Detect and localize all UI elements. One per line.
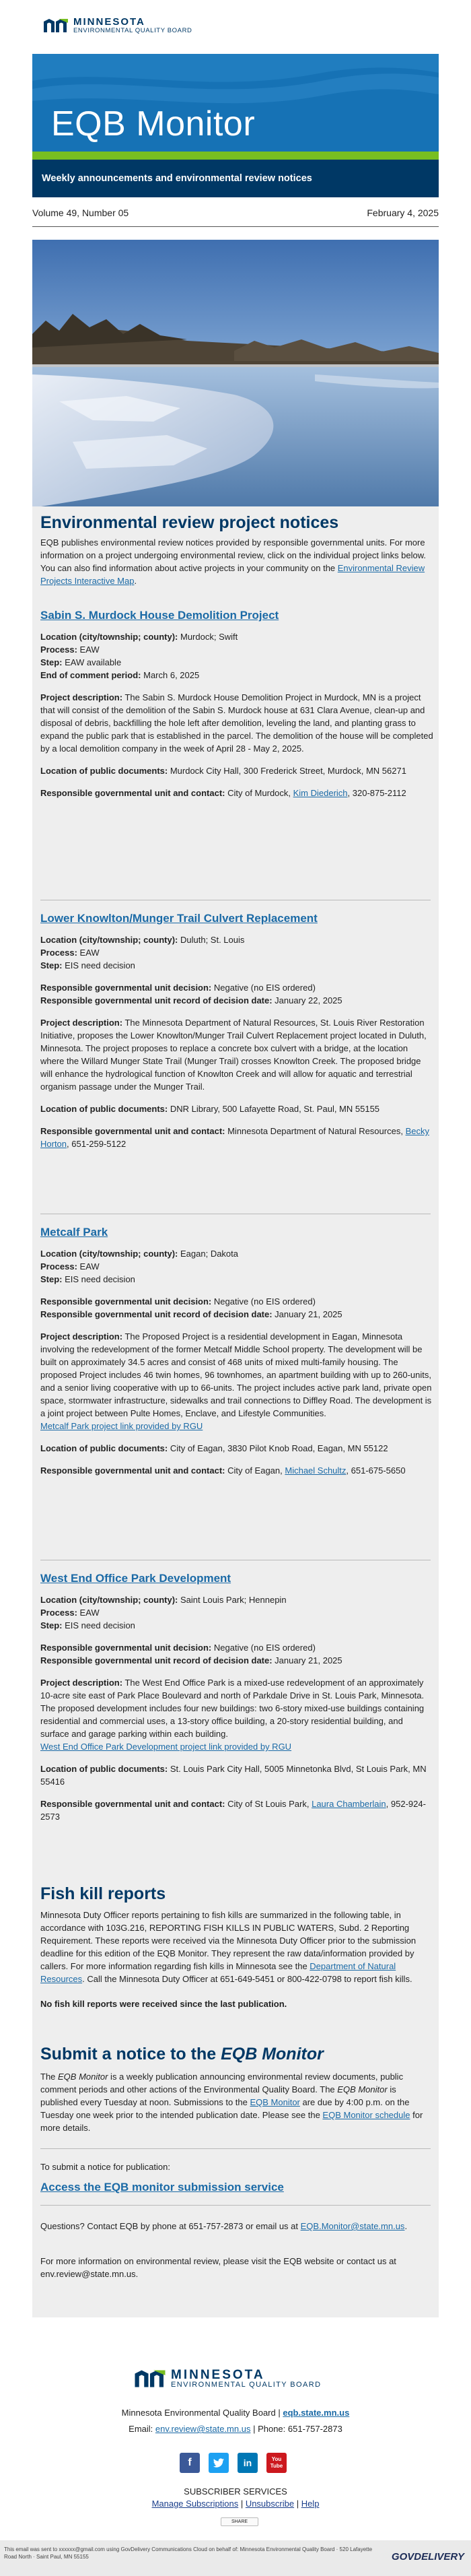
contact-link[interactable]: Michael Schultz [285, 1465, 347, 1476]
submit-divider [40, 2205, 431, 2206]
contact-link[interactable]: Becky Horton [40, 1126, 429, 1149]
field-label: Responsible governmental unit decision: [40, 1296, 212, 1307]
field-value: EIS need decision [62, 1620, 135, 1630]
field-label: Responsible governmental unit and contact: [40, 788, 225, 798]
field-value: City of Eagan, [225, 1465, 285, 1476]
field-label: Responsible governmental unit record of decision date: [40, 1309, 273, 1319]
field-label: Location (city/township; county): [40, 632, 178, 642]
field-label: Location of public documents: [40, 766, 168, 776]
field-value: Duluth; St. Louis [178, 935, 245, 945]
footer-logo[interactable] [133, 2369, 321, 2388]
questions-text [40, 2220, 433, 2233]
share-label: SHARE [231, 2519, 248, 2524]
help-link[interactable]: Help [301, 2499, 320, 2509]
manage-subscriptions-link[interactable]: Manage Subscriptions [151, 2499, 239, 2509]
field-label: Location (city/township; county): [40, 1595, 178, 1605]
field-label: Location of public documents: [40, 1443, 168, 1453]
eqb-website-link[interactable]: eqb.state.mn.us [283, 2408, 350, 2418]
field-value: EAW available [62, 657, 122, 667]
field-value: January 21, 2025 [272, 1655, 342, 1665]
field-value: , 320-875-2112 [347, 788, 406, 798]
unsubscribe-link[interactable]: Unsubscribe [245, 2499, 295, 2509]
project-title-link[interactable]: West End Office Park Development [40, 1572, 231, 1585]
field-value: Negative (no EIS ordered) [211, 1296, 316, 1307]
text: EQB Monitor [58, 2072, 108, 2082]
text: Questions? Contact EQB by phone at 651-757-2873 or email us at [40, 2221, 301, 2231]
delivery-disclaimer: This email was sent to xxxxxx@gmail.com using GovDelivery Communications Cloud on behalf of: Minnesota Environmental Quality Board · 520 Lafayette Road North · Saint Paul, MN 55155 [4, 2546, 373, 2560]
field-value: January 21, 2025 [272, 1309, 342, 1319]
field-value: Negative (no EIS ordered) [211, 1643, 316, 1653]
field-label: Responsible governmental unit decision: [40, 1643, 212, 1653]
field-value: Eagan; Dakota [178, 1249, 239, 1259]
field-value: , 651-259-5122 [67, 1139, 126, 1149]
text: EQB Monitor [337, 2084, 388, 2094]
footer-email-link[interactable]: env.review@state.mn.us [155, 2424, 251, 2434]
field-value: Minnesota Department of Natural Resources, [225, 1126, 406, 1136]
submit-heading [40, 2045, 433, 2064]
contact-link[interactable]: Laura Chamberlain [312, 1799, 386, 1809]
field-value: EAW [77, 1261, 100, 1272]
env-review-intro [40, 536, 433, 587]
text: are due by 4:00 p.m. on the Tuesday one week prior to the intended publication date. Please see the [40, 2097, 410, 2120]
share-button[interactable] [221, 2517, 258, 2526]
mn-logo-icon [133, 2369, 167, 2389]
logo-line1: MINNESOTA [73, 16, 145, 28]
field-label: Location of public documents: [40, 1764, 168, 1774]
field-label: Process: [40, 1608, 77, 1618]
field-label: Step: [40, 1274, 63, 1284]
fish-kill-heading: Fish kill reports [40, 1884, 166, 1903]
field-label: Location of public documents: [40, 1104, 168, 1114]
project-page-link[interactable]: Metcalf Park project link provided by RGU [40, 1421, 203, 1431]
delivery-footer [0, 2540, 471, 2576]
project-description: The Proposed Project is a residential development in Eagan, Minnesota involving the redevelopment of the former Metcalf Middle School property. The development will be built on approximately 34.5 acres and consist of 468 units of mixed multi-family housing. The proposed Project includes 46 twin homes, 96 townhomes, an apartment building with up to 260-units, and a senior living cooperative with up to 66-units. The project includes active park land, private open space, stormwater infrastructure, sidewalks and trail connections to Diffley Road. The development is a joint project between Pulte Homes, Enclave, and Lifestyle Communities. [40, 1331, 432, 1418]
env-review-heading: Environmental review project notices [40, 513, 339, 532]
submission-service-link[interactable]: Access the EQB monitor submission service [40, 2181, 284, 2193]
submit-divider [40, 2148, 431, 2149]
govdelivery-logo[interactable]: GOVDELIVERY [391, 2551, 464, 2563]
field-label: Project description: [40, 1678, 123, 1688]
footer-org-line [0, 2408, 471, 2418]
footer-logo-line1: MINNESOTA [171, 2368, 265, 2382]
youtube-icon[interactable]: You Tube [266, 2453, 287, 2473]
content-panel [32, 506, 439, 2317]
footer-logo-line2: ENVIRONMENTAL QUALITY BOARD [171, 2381, 322, 2389]
field-value: Murdock City Hall, 300 Frederick Street, Murdock, MN 56271 [168, 766, 406, 776]
text: The [40, 2072, 59, 2082]
banner-title: EQB Monitor [51, 104, 256, 143]
field-label: End of comment period: [40, 670, 141, 680]
intro-end: . [134, 576, 137, 586]
field-value: EIS need decision [62, 960, 135, 970]
field-label: Responsible governmental unit record of decision date: [40, 995, 273, 1005]
field-label: Project description: [40, 1331, 123, 1342]
project-description: The West End Office Park is a mixed-use redevelopment of an approximately 10-acre site east of Park Place Boulevard and north of Parkdale Drive in St. Louis Park, Minnesota. The proposed development includes four new buildings: two 6-story mixed-use buildings containing residential and commercial uses, a 13-story office building, a 20-story residential building, and surface and garage parking within each building. [40, 1678, 425, 1739]
interactive-map-link[interactable]: Environmental Review Projects Interactive Map [40, 563, 425, 586]
banner [32, 54, 439, 152]
separator: | [238, 2499, 246, 2509]
fish-text: Minnesota Duty Officer reports pertaining to fish kills are summarized in the following table, in accordance with 103G.216, REPORTING FISH KILLS IN PUBLIC WATERS, Subd. 2 Reporting Requirement. These reports were received via the Minnesota Duty Officer prior to the submission deadline for this edition of the EQB Monitor. They represent the raw data/information provided by callers. For more information regarding fish kills in Minnesota see the [40, 1910, 416, 1971]
field-value: January 22, 2025 [272, 995, 342, 1005]
field-value: City of St Louis Park, [225, 1799, 312, 1809]
field-label: Project description: [40, 692, 123, 702]
hero-photo-river [32, 240, 439, 508]
text: is a weekly publication announcing environmental review documents, public comment periods and other actions of the Environmental Quality Board. The [40, 2072, 404, 2094]
project-4 [40, 1572, 433, 1823]
field-value: EAW [77, 645, 100, 655]
field-label: Location (city/township; county): [40, 935, 178, 945]
text: . [404, 2221, 408, 2231]
field-label: Location (city/township; county): [40, 1249, 178, 1259]
field-label: Process: [40, 948, 77, 958]
divider [32, 226, 439, 227]
submission-service [40, 2181, 433, 2194]
field-value: , 952-924-2573 [40, 1799, 426, 1822]
field-value: EIS need decision [62, 1274, 135, 1284]
field-label: Responsible governmental unit decision: [40, 983, 212, 993]
field-value: EAW [77, 1608, 100, 1618]
field-label: Process: [40, 645, 77, 655]
logo-line2: ENVIRONMENTAL QUALITY BOARD [73, 27, 192, 34]
project-title-link[interactable]: Lower Knowlton/Munger Trail Culvert Replacement [40, 912, 318, 925]
monitor-schedule-link[interactable]: EQB Monitor schedule [322, 2110, 410, 2120]
project-2 [40, 912, 433, 1150]
mn-logo-icon [42, 18, 69, 34]
field-value: March 6, 2025 [141, 670, 200, 680]
field-value: Murdock; Swift [178, 632, 238, 642]
field-label: Responsible governmental unit and contact: [40, 1126, 225, 1136]
project-page-link[interactable]: West End Office Park Development project link provided by RGU [40, 1742, 292, 1752]
contact-link[interactable]: Kim Diederich [293, 788, 348, 798]
field-value: Negative (no EIS ordered) [211, 983, 316, 993]
facebook-icon[interactable]: f [180, 2453, 200, 2473]
field-value: St. Louis Park City Hall, 5005 Minnetonka Blvd, St Louis Park, MN 55416 [40, 1764, 427, 1787]
text: Minnesota Environmental Quality Board | [121, 2408, 283, 2418]
subscriber-links [0, 2499, 471, 2509]
field-label: Step: [40, 1620, 63, 1630]
field-label: Process: [40, 1261, 77, 1272]
project-title-link[interactable]: Sabin S. Murdock House Demolition Project [40, 609, 279, 622]
field-value: Saint Louis Park; Hennepin [178, 1595, 287, 1605]
fish-kill-none: No fish kill reports were received since the last publication. [40, 1999, 287, 2009]
submit-description [40, 2070, 433, 2134]
field-label: Responsible governmental unit record of decision date: [40, 1655, 273, 1665]
banner-subtitle: Weekly announcements and environmental review notices [42, 173, 312, 184]
field-value: City of Eagan, 3830 Pilot Knob Road, Eagan, MN 55122 [168, 1443, 388, 1453]
field-label: Responsible governmental unit and contact: [40, 1799, 225, 1809]
text: Email: [129, 2424, 155, 2434]
field-label: Project description: [40, 1018, 123, 1028]
field-value: EAW [77, 948, 100, 958]
field-label: Step: [40, 657, 63, 667]
project-3 [40, 1226, 433, 1477]
project-1 [40, 609, 433, 799]
field-label: Step: [40, 960, 63, 970]
field-label: Responsible governmental unit and contact: [40, 1465, 225, 1476]
text: for more details. [40, 2110, 423, 2133]
more-info-text: For more information on environmental review, please visit the EQB website or contact us at env.review@state.mn.us. [40, 2256, 396, 2279]
volume-number: Volume 49, Number 05 [32, 207, 129, 218]
linkedin-icon[interactable]: in [238, 2453, 258, 2473]
to-submit-label: To submit a notice for publication: [40, 2162, 170, 2172]
banner-green-stripe [32, 152, 439, 160]
project-title-link[interactable]: Metcalf Park [40, 1226, 108, 1239]
project-description: The Sabin S. Murdock House Demolition Project in Murdock, MN is a project that will consist of the demolition of the Sabin S. Murdock house at 631 Clara Avenue, clean-up and disposal of debris, backfilling the hole left after demolition, leveling the land, and planting grass to expand the public park that is established in the parcel. The demolition of the house will be completed by a local demolition company in the week of April 28 - May 2, 2025. [40, 692, 433, 754]
monitor-email-link[interactable]: EQB.Monitor@state.mn.us [300, 2221, 405, 2231]
field-value: , 651-675-5650 [346, 1465, 406, 1476]
submit-heading-text: Submit a notice to the [40, 2045, 221, 2063]
footer-contact-line [0, 2424, 471, 2434]
twitter-icon[interactable] [209, 2453, 229, 2473]
intro-text: EQB publishes environmental review notices provided by responsible governmental units. For more information on a project undergoing environmental review, click on the individual project links below. You can also find information about active projects in your community on the [40, 537, 427, 573]
text: | Phone: 651-757-2873 [250, 2424, 342, 2434]
eqb-monitor-link[interactable]: EQB Monitor [250, 2097, 300, 2107]
fish-text: . Call the Minnesota Duty Officer at 651-649-5451 or 800-422-0798 to report fish kills. [82, 1974, 412, 1984]
submit-heading-em: EQB Monitor [221, 2045, 324, 2063]
field-value: DNR Library, 500 Lafayette Road, St. Paul, MN 55155 [168, 1104, 380, 1114]
field-value: City of Murdock, [225, 788, 293, 798]
dnr-link[interactable]: Department of Natural Resources [40, 1961, 396, 1984]
issue-info [32, 207, 439, 218]
project-description: The Minnesota Department of Natural Resources, St. Louis River Restoration Initiative, proposes the Lower Knowlton/Munger Trail Culvert Replacement project located in Duluth, Minnesota. The project proposes to replace a concrete box culvert with a bridge, at the location where the Willard Munger State Trail (Munger Trail) crosses Knowlton Creek. The proposed bridge will enhance the hydrological function of Knowlton Creek and will allow for aquatic and terrestrial organism passage under the Munger Trail. [40, 1018, 427, 1092]
header-logo[interactable] [42, 16, 192, 35]
subscriber-services-label: SUBSCRIBER SERVICES [184, 2486, 287, 2497]
separator: | [294, 2499, 301, 2509]
fish-kill-text [40, 1909, 433, 1985]
issue-date: February 4, 2025 [367, 207, 439, 218]
banner-subtitle-bar [32, 160, 439, 197]
text: is published every Tuesday at noon. Submissions to the [40, 2084, 396, 2107]
